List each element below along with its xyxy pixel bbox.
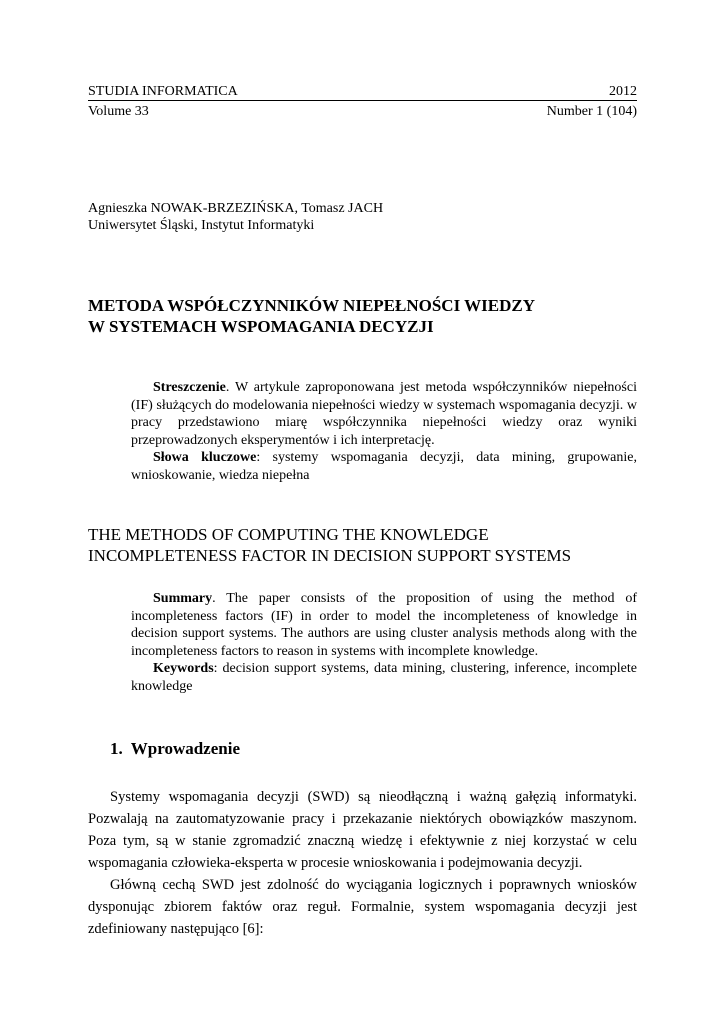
author-names: Agnieszka NOWAK-BRZEZIŃSKA, Tomasz JACH xyxy=(88,201,384,216)
section-title: Wprowadzenie xyxy=(130,739,240,758)
running-header-top xyxy=(88,83,637,100)
title-english xyxy=(88,524,648,566)
title-polish-line1: METODA WSPÓŁCZYNNIKÓW NIEPEŁNOŚCI WIEDZY xyxy=(88,296,535,315)
keywords-english-body: : decision support systems, data mining, clustering, inference, incomplete knowledge xyxy=(131,661,637,694)
keywords-english-label: Keywords xyxy=(153,661,214,676)
title-english-line2: INCOMPLETENESS FACTOR IN DECISION SUPPORT SYSTEMS xyxy=(88,546,572,565)
title-polish xyxy=(88,295,648,337)
journal-year: 2012 xyxy=(609,84,637,99)
keywords-polish-label: Słowa kluczowe xyxy=(153,450,257,465)
title-polish-line2: W SYSTEMACH WSPOMAGANIA DECYZJI xyxy=(88,317,434,336)
abstract-polish-label: Streszczenie xyxy=(153,380,226,395)
abstract-english-text xyxy=(131,590,637,660)
abstract-english xyxy=(131,590,637,695)
abstract-english-label: Summary xyxy=(153,591,213,606)
keywords-polish xyxy=(131,449,637,484)
journal-number: Number 1 (104) xyxy=(546,104,637,119)
abstract-polish-body: . W artykule zaproponowana jest metoda współczynników niepełności (IF) służących do modelowania niepełności wiedzy w systemach wspomagania decyzji. w pracy przedstawiono miarę współczynnika niepełności wiedzy oraz wyniki przeprowadzonych eksperymentów i ich interpretację. xyxy=(131,380,637,448)
running-header-bottom xyxy=(88,103,637,120)
abstract-polish xyxy=(131,379,637,484)
body-paragraph-1: Systemy wspomagania decyzji (SWD) są nieodłączną i ważną gałęzią informatyki. Pozwalają na zautomatyzowanie pracy i przekazanie niektórych obowiązków maszynom. Poza tym, są w stanie zgromadzić znaczną wiedzę i efektywnie z niej korzystać w celu wspomagania człowieka-eksperta w procesie wnioskowania i podejmowania decyzji. xyxy=(88,789,637,871)
journal-name: STUDIA INFORMATICA xyxy=(88,84,238,99)
header-rule xyxy=(88,100,637,101)
keywords-polish-body: : systemy wspomagania decyzji, data mining, grupowanie, wnioskowanie, wiedza niepełna xyxy=(131,450,637,483)
author-block xyxy=(88,200,383,234)
body-paragraph-2: Główną cechą SWD jest zdolność do wyciągania logicznych i poprawnych wniosków dysponując zbiorem faktów oraz reguł. Formalnie, system wspomagania decyzji jest zdefiniowany następująco [6]: xyxy=(88,877,637,937)
abstract-english-body: . The paper consists of the proposition of using the method of incompleteness factors (IF) in order to model the incompleteness of knowledge in decision support systems. The authors are using cluster analysis methods along with the incompleteness factors to reason in systems with incomplete knowledge. xyxy=(131,591,637,659)
journal-volume: Volume 33 xyxy=(88,104,149,119)
abstract-polish-text xyxy=(131,379,637,449)
section-number: 1. xyxy=(110,739,123,758)
author-affiliation: Uniwersytet Śląski, Instytut Informatyki xyxy=(88,218,315,233)
section-heading xyxy=(110,738,240,760)
keywords-english xyxy=(131,660,637,695)
title-english-line1: THE METHODS OF COMPUTING THE KNOWLEDGE xyxy=(88,525,489,544)
body-text xyxy=(88,786,637,940)
